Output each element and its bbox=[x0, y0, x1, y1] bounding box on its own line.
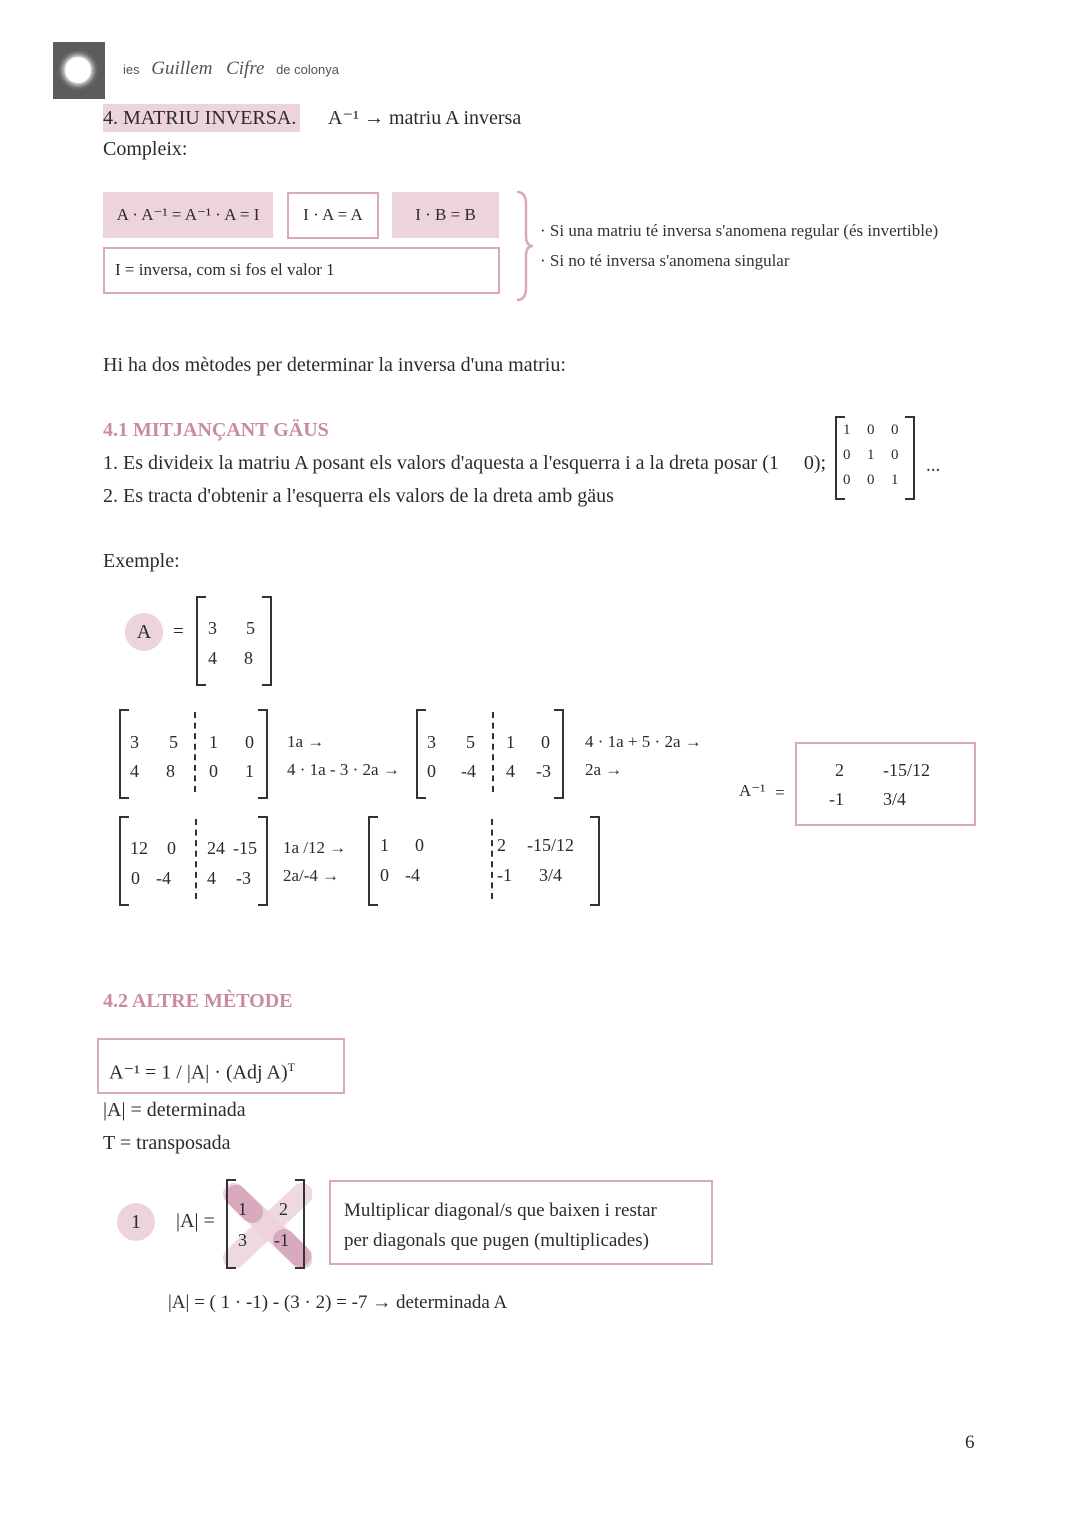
property-box-inverse: A · A⁻¹ = A⁻¹ · A = I bbox=[103, 192, 273, 238]
section42-title: 4.2 ALTRE MÈTODE bbox=[103, 990, 293, 1012]
result-label: A⁻¹ bbox=[739, 781, 766, 800]
gauss-step-1: 1. Es divideix la matriu A posant els valors d'aquesta a l'esquerra i a la dreta posar (1 0); bbox=[103, 452, 827, 474]
curly-brace bbox=[514, 190, 534, 302]
section4-title: 4. MATRIU INVERSA. bbox=[103, 104, 300, 132]
example-label: Exemple: bbox=[103, 550, 180, 572]
equals-sign: = bbox=[173, 621, 184, 642]
gauss-step-2: 2. Es tracta d'obtenir a l'esquerra els valors de la dreta amb gäus bbox=[103, 485, 614, 507]
ellipsis: ... bbox=[926, 455, 941, 476]
regular-note: · Si una matriu té inversa s'anomena regular (és invertible) bbox=[540, 221, 939, 240]
property-box-identity-a: I · A = A bbox=[287, 192, 379, 239]
singular-note: · Si no té inversa s'anomena singular bbox=[540, 251, 790, 270]
school-header: ies Guillem Cifre de colonya bbox=[123, 58, 339, 79]
determinant-rule-box: Multiplicar diagonal/s que baixen i restar per diagonals que pugen (multiplicades) bbox=[329, 1180, 713, 1265]
step-number-badge: 1 bbox=[117, 1203, 155, 1241]
result-equals: = bbox=[775, 783, 785, 802]
section41-title: 4.1 MITJANÇANT GÄUS bbox=[103, 419, 329, 441]
determinant-label: |A| = bbox=[176, 1210, 215, 1232]
school-logo bbox=[53, 42, 105, 99]
property-box-definition: I = inversa, com si fos el valor 1 bbox=[103, 247, 500, 294]
row-ops-3: 1a /12 → 2a/-4 → bbox=[283, 838, 347, 885]
determinant-definition: |A| = determinada bbox=[103, 1099, 246, 1121]
inverse-formula-box: A⁻¹ = 1 / |A| · (Adj A)$^T$ bbox=[97, 1038, 345, 1094]
determinant-calculation: |A| = ( 1 · -1) - (3 · 2) = -7 → determinada A bbox=[168, 1292, 508, 1313]
row-ops-1: 1a → 4 · 1a - 3 · 2a → bbox=[287, 732, 400, 779]
section4-notation: A⁻¹ → matriu A inversa bbox=[328, 107, 522, 129]
matrix-name-badge: A bbox=[125, 613, 163, 651]
page-number: 6 bbox=[965, 1432, 975, 1453]
compleix-label: Compleix: bbox=[103, 138, 188, 160]
transpose-definition: T = transposada bbox=[103, 1132, 231, 1154]
inverse-result-box: 2 -15/12 -1 3/4 bbox=[795, 742, 976, 826]
property-box-identity-b: I · B = B bbox=[392, 192, 499, 238]
row-ops-2: 4 · 1a + 5 · 2a → 2a → bbox=[585, 732, 702, 779]
splash-icon bbox=[65, 57, 91, 83]
methods-intro: Hi ha dos mètodes per determinar la inversa d'una matriu: bbox=[103, 354, 566, 376]
